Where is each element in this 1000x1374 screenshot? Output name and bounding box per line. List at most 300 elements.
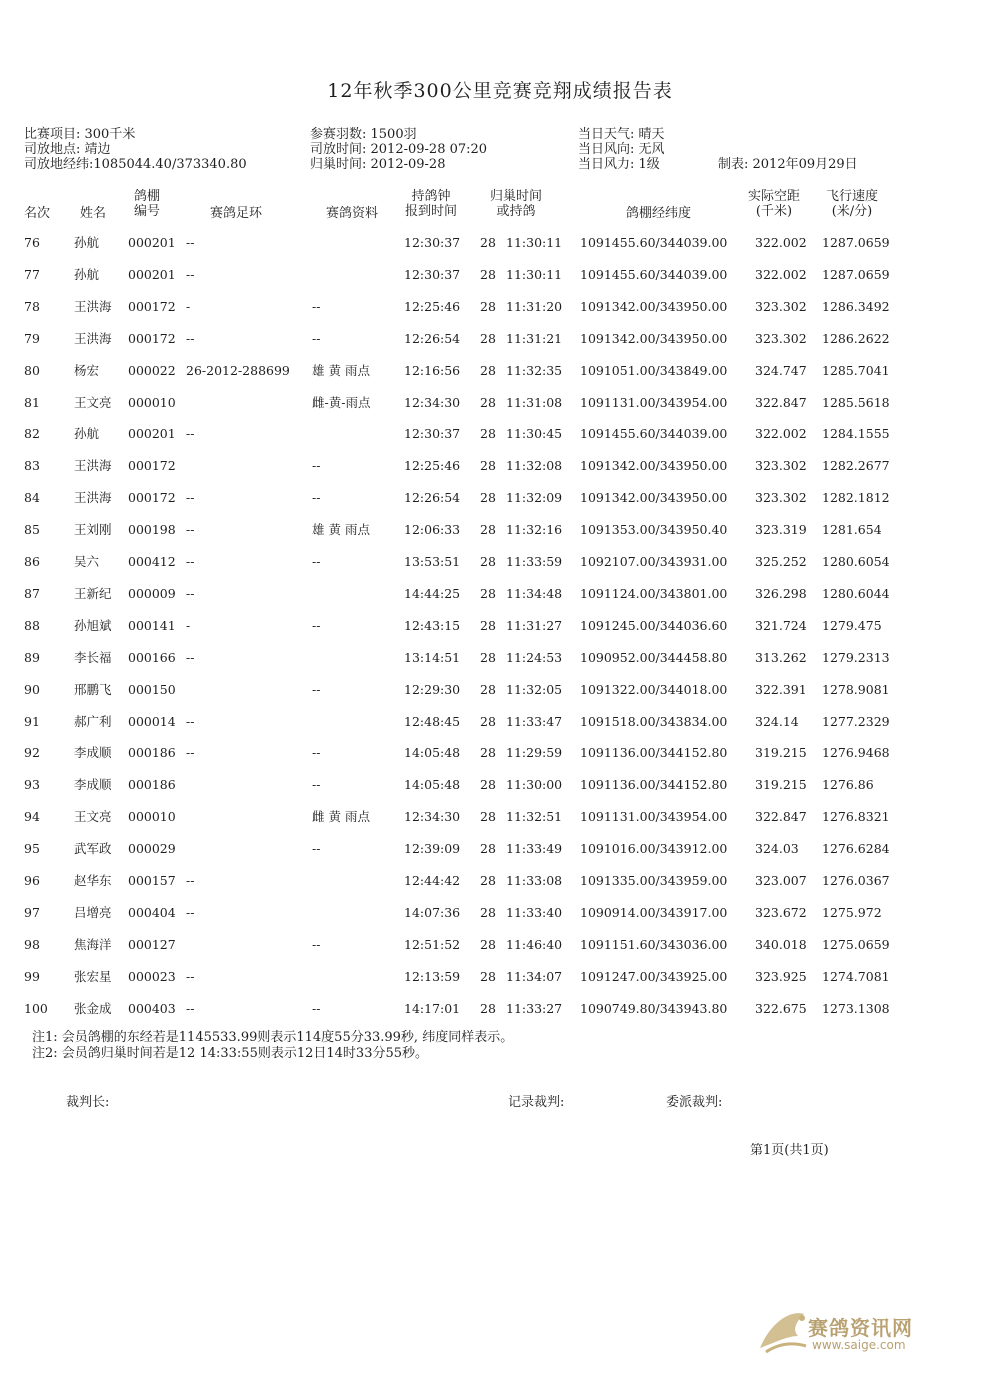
cell-name: 王文亮 xyxy=(74,809,112,825)
cell-day: 28 xyxy=(480,841,496,857)
cell-ring: -- xyxy=(186,713,195,729)
header-clock: 持鸽钟 报到时间 xyxy=(405,189,458,219)
cell-coord: 1091247.00/343925.00 xyxy=(580,968,728,984)
cell-dist: 322.002 xyxy=(755,235,807,250)
cell-clock: 14:05:48 xyxy=(404,777,461,793)
cell-speed: 1282.1812 xyxy=(822,490,890,506)
note-2: 注2: 会员鸽归巢时间若是12 14:33:55则表示12日14时33分55秒。 xyxy=(32,1046,429,1061)
cell-name: 邢鹏飞 xyxy=(74,681,112,697)
cell-loft: 000186 xyxy=(128,777,176,793)
cell-name: 孙航 xyxy=(74,266,100,282)
cell-speed: 1276.86 xyxy=(822,777,874,793)
table-row xyxy=(0,807,1000,827)
cell-dist: 326.298 xyxy=(755,585,807,601)
cell-info: -- xyxy=(312,841,321,857)
cell-coord: 1092107.00/343931.00 xyxy=(580,554,728,569)
meta-col-2 xyxy=(310,127,487,172)
cell-rank: 86 xyxy=(24,554,40,569)
sig-chief: 裁判长: xyxy=(66,1095,110,1110)
cell-day: 28 xyxy=(480,298,496,314)
cell-ret: 11:33:59 xyxy=(506,554,563,569)
cell-clock: 12:30:37 xyxy=(404,426,461,442)
cell-ret: 11:34:07 xyxy=(506,968,563,984)
cell-clock: 12:34:30 xyxy=(404,809,461,825)
cell-ret: 11:31:21 xyxy=(506,330,563,346)
page-info: 第1页(共1页) xyxy=(750,1143,829,1158)
cell-clock: 12:06:33 xyxy=(404,522,461,538)
cell-speed: 1274.7081 xyxy=(822,968,890,984)
cell-day: 28 xyxy=(480,394,496,410)
cell-speed: 1276.0367 xyxy=(822,873,890,888)
cell-coord: 1091322.00/344018.00 xyxy=(580,681,728,697)
cell-coord: 1091136.00/344152.80 xyxy=(580,777,728,793)
cell-ring: -- xyxy=(186,745,195,761)
cell-loft: 000023 xyxy=(128,968,176,984)
cell-info: -- xyxy=(312,936,321,952)
cell-name: 郝广利 xyxy=(74,713,112,729)
cell-ring: -- xyxy=(186,585,195,601)
cell-info: -- xyxy=(312,1000,321,1016)
meta-col-1 xyxy=(24,127,247,172)
cell-coord: 1091136.00/344152.80 xyxy=(580,745,728,761)
cell-clock: 12:30:37 xyxy=(404,266,461,282)
cell-clock: 12:39:09 xyxy=(404,841,461,857)
cell-name: 李成顺 xyxy=(74,745,112,761)
cell-name: 王洪海 xyxy=(74,458,112,474)
cell-name: 李长福 xyxy=(74,649,112,665)
cell-loft: 000201 xyxy=(128,266,176,282)
meta-entries: 参赛羽数: 1500羽 xyxy=(310,127,417,142)
cell-clock: 12:44:42 xyxy=(404,873,461,888)
cell-loft: 000172 xyxy=(128,458,176,474)
cell-dist: 324.747 xyxy=(755,362,807,378)
cell-day: 28 xyxy=(480,362,496,378)
table-row xyxy=(0,393,1000,413)
cell-ring: -- xyxy=(186,968,195,984)
cell-rank: 98 xyxy=(24,936,40,952)
cell-speed: 1273.1308 xyxy=(822,1000,890,1016)
cell-speed: 1286.3492 xyxy=(822,298,890,314)
cell-info: -- xyxy=(312,490,321,506)
cell-speed: 1280.6044 xyxy=(822,585,890,601)
cell-loft: 000404 xyxy=(128,904,176,920)
cell-info: -- xyxy=(312,554,321,569)
cell-coord: 1091455.60/344039.00 xyxy=(580,235,728,250)
cell-day: 28 xyxy=(480,426,496,442)
sig-recorder: 记录裁判: xyxy=(508,1095,565,1110)
cell-loft: 000166 xyxy=(128,649,176,665)
cell-name: 武军政 xyxy=(74,841,112,857)
cell-rank: 88 xyxy=(24,617,40,633)
cell-ret: 11:33:40 xyxy=(506,904,563,920)
cell-dist: 322.002 xyxy=(755,426,807,442)
cell-dist: 323.925 xyxy=(755,968,807,984)
cell-info: -- xyxy=(312,617,321,633)
cell-coord: 1091518.00/343834.00 xyxy=(580,713,728,729)
cell-coord: 1091342.00/343950.00 xyxy=(580,490,728,506)
cell-speed: 1276.9468 xyxy=(822,745,890,761)
cell-day: 28 xyxy=(480,745,496,761)
cell-ret: 11:33:27 xyxy=(506,1000,563,1016)
cell-ret: 11:32:51 xyxy=(506,809,563,825)
cell-info: 雌-黄-雨点 xyxy=(312,394,371,410)
header-return: 归巢时间 或持鸽 xyxy=(490,189,543,219)
cell-coord: 1091131.00/343954.00 xyxy=(580,394,728,410)
cell-speed: 1287.0659 xyxy=(822,266,890,282)
cell-dist: 324.03 xyxy=(755,841,799,857)
cell-ring: - xyxy=(186,617,191,633)
cell-day: 28 xyxy=(480,235,496,250)
cell-day: 28 xyxy=(480,554,496,569)
table-row xyxy=(0,584,1000,604)
cell-loft: 000022 xyxy=(128,362,176,378)
cell-rank: 90 xyxy=(24,681,40,697)
cell-ret: 11:30:45 xyxy=(506,426,563,442)
cell-day: 28 xyxy=(480,458,496,474)
cell-dist: 323.302 xyxy=(755,330,807,346)
cell-dist: 340.018 xyxy=(755,936,807,952)
table-row xyxy=(0,775,1000,795)
cell-loft: 000157 xyxy=(128,873,176,888)
cell-ret: 11:32:35 xyxy=(506,362,563,378)
header-speed: 飞行速度 (米/分) xyxy=(826,189,879,219)
cell-name: 王新纪 xyxy=(74,585,112,601)
cell-clock: 12:16:56 xyxy=(404,362,461,378)
cell-name: 吴六 xyxy=(74,554,100,569)
cell-coord: 1091151.60/343036.00 xyxy=(580,936,728,952)
cell-ret: 11:31:08 xyxy=(506,394,563,410)
cell-name: 赵华东 xyxy=(74,873,112,888)
table-row xyxy=(0,999,1000,1019)
cell-day: 28 xyxy=(480,681,496,697)
cell-ret: 11:33:08 xyxy=(506,873,563,888)
cell-day: 28 xyxy=(480,713,496,729)
meta-col-3 xyxy=(578,127,665,172)
cell-ret: 11:46:40 xyxy=(506,936,563,952)
cell-ret: 11:32:08 xyxy=(506,458,563,474)
meta-release-time: 司放时间: 2012-09-28 07:20 xyxy=(310,142,488,157)
cell-ring: -- xyxy=(186,649,195,665)
cell-clock: 12:29:30 xyxy=(404,681,461,697)
cell-ring: - xyxy=(186,298,191,314)
header-loft: 鸽棚 编号 xyxy=(134,189,161,219)
cell-day: 28 xyxy=(480,936,496,952)
cell-dist: 323.302 xyxy=(755,490,807,506)
table-row xyxy=(0,297,1000,317)
cell-name: 王洪海 xyxy=(74,298,112,314)
meta-weather: 当日天气: 晴天 xyxy=(578,127,665,142)
cell-day: 28 xyxy=(480,266,496,282)
table-row xyxy=(0,233,1000,253)
cell-ring: -- xyxy=(186,426,195,442)
cell-dist: 323.007 xyxy=(755,873,807,888)
cell-clock: 12:25:46 xyxy=(404,458,461,474)
cell-clock: 12:43:15 xyxy=(404,617,461,633)
cell-loft: 000127 xyxy=(128,936,176,952)
cell-day: 28 xyxy=(480,777,496,793)
cell-rank: 96 xyxy=(24,873,40,888)
cell-coord: 1090749.80/343943.80 xyxy=(580,1000,728,1016)
cell-speed: 1279.475 xyxy=(822,617,882,633)
header-ring: 赛鸽足环 xyxy=(210,206,263,221)
cell-coord: 1091124.00/343801.00 xyxy=(580,585,728,601)
cell-info: -- xyxy=(312,330,321,346)
cell-dist: 323.302 xyxy=(755,458,807,474)
cell-dist: 323.672 xyxy=(755,904,807,920)
cell-ret: 11:30:11 xyxy=(506,235,563,250)
table-row xyxy=(0,935,1000,955)
table-row xyxy=(0,456,1000,476)
cell-loft: 000029 xyxy=(128,841,176,857)
cell-dist: 313.262 xyxy=(755,649,807,665)
table-row xyxy=(0,871,1000,891)
cell-ring: -- xyxy=(186,904,195,920)
cell-speed: 1275.0659 xyxy=(822,936,890,952)
cell-clock: 14:07:36 xyxy=(404,904,461,920)
cell-speed: 1277.2329 xyxy=(822,713,890,729)
cell-name: 王洪海 xyxy=(74,330,112,346)
cell-ret: 11:31:20 xyxy=(506,298,563,314)
note-1: 注1: 会员鸽棚的东经若是1145533.99则表示114度55分33.99秒, 纬度同样表示。 xyxy=(32,1030,514,1045)
cell-info: -- xyxy=(312,777,321,793)
cell-dist: 319.215 xyxy=(755,777,807,793)
cell-speed: 1278.9081 xyxy=(822,681,890,697)
cell-ret: 11:32:09 xyxy=(506,490,563,506)
cell-speed: 1276.8321 xyxy=(822,809,890,825)
cell-dist: 323.319 xyxy=(755,522,807,538)
header-coord: 鸽棚经纬度 xyxy=(626,206,692,221)
cell-loft: 000010 xyxy=(128,394,176,410)
table-row xyxy=(0,424,1000,444)
cell-loft: 000186 xyxy=(128,745,176,761)
cell-loft: 000172 xyxy=(128,298,176,314)
cell-name: 焦海洋 xyxy=(74,936,112,952)
cell-loft: 000412 xyxy=(128,554,176,569)
cell-rank: 97 xyxy=(24,904,40,920)
cell-rank: 83 xyxy=(24,458,40,474)
cell-day: 28 xyxy=(480,809,496,825)
cell-name: 孙航 xyxy=(74,426,100,442)
cell-speed: 1282.2677 xyxy=(822,458,890,474)
cell-loft: 000201 xyxy=(128,426,176,442)
cell-speed: 1284.1555 xyxy=(822,426,890,442)
cell-day: 28 xyxy=(480,585,496,601)
cell-coord: 1091342.00/343950.00 xyxy=(580,458,728,474)
cell-coord: 1091342.00/343950.00 xyxy=(580,298,728,314)
cell-ret: 11:32:05 xyxy=(506,681,563,697)
cell-rank: 79 xyxy=(24,330,40,346)
cell-dist: 322.675 xyxy=(755,1000,807,1016)
cell-name: 王洪海 xyxy=(74,490,112,506)
cell-ring: -- xyxy=(186,490,195,506)
header-distance: 实际空距 (千米) xyxy=(748,189,801,219)
cell-coord: 1091455.60/344039.00 xyxy=(580,266,728,282)
cell-info: 雄 黄 雨点 xyxy=(312,522,370,538)
cell-ret: 11:29:59 xyxy=(506,745,563,761)
cell-info: 雌 黄 雨点 xyxy=(312,809,370,825)
cell-ret: 11:33:47 xyxy=(506,713,563,729)
cell-loft: 000201 xyxy=(128,235,176,250)
cell-ret: 11:30:00 xyxy=(506,777,563,793)
cell-coord: 1091245.00/344036.60 xyxy=(580,617,728,633)
cell-ring: -- xyxy=(186,266,195,282)
meta-made-date: 制表: 2012年09月29日 xyxy=(718,157,858,172)
cell-day: 28 xyxy=(480,330,496,346)
cell-speed: 1276.6284 xyxy=(822,841,890,857)
cell-loft: 000009 xyxy=(128,585,176,601)
cell-rank: 82 xyxy=(24,426,40,442)
cell-clock: 12:26:54 xyxy=(404,490,461,506)
cell-speed: 1281.654 xyxy=(822,522,882,538)
cell-day: 28 xyxy=(480,904,496,920)
cell-loft: 000172 xyxy=(128,330,176,346)
meta-wind-force: 当日风力: 1级 xyxy=(578,157,660,172)
cell-coord: 1091335.00/343959.00 xyxy=(580,873,728,888)
cell-ret: 11:24:53 xyxy=(506,649,563,665)
cell-loft: 000141 xyxy=(128,617,176,633)
cell-day: 28 xyxy=(480,1000,496,1016)
cell-ring: -- xyxy=(186,235,195,250)
cell-dist: 323.302 xyxy=(755,298,807,314)
header-rank: 名次 xyxy=(24,206,51,221)
cell-dist: 322.391 xyxy=(755,681,807,697)
cell-dist: 322.847 xyxy=(755,394,807,410)
cell-clock: 12:25:46 xyxy=(404,298,461,314)
cell-coord: 1091342.00/343950.00 xyxy=(580,330,728,346)
cell-clock: 13:14:51 xyxy=(404,649,461,665)
cell-rank: 84 xyxy=(24,490,40,506)
cell-clock: 14:17:01 xyxy=(404,1000,461,1016)
cell-loft: 000403 xyxy=(128,1000,176,1016)
cell-dist: 319.215 xyxy=(755,745,807,761)
cell-speed: 1285.5618 xyxy=(822,394,890,410)
cell-rank: 77 xyxy=(24,266,40,282)
cell-name: 王文亮 xyxy=(74,394,112,410)
cell-rank: 89 xyxy=(24,649,40,665)
cell-ring: 26-2012-288699 xyxy=(186,362,290,378)
cell-ring: -- xyxy=(186,554,195,569)
table-row xyxy=(0,648,1000,668)
cell-coord: 1091455.60/344039.00 xyxy=(580,426,728,442)
cell-clock: 12:26:54 xyxy=(404,330,461,346)
cell-speed: 1287.0659 xyxy=(822,235,890,250)
table-row xyxy=(0,839,1000,859)
cell-rank: 99 xyxy=(24,968,40,984)
cell-clock: 13:53:51 xyxy=(404,554,461,569)
cell-dist: 324.14 xyxy=(755,713,799,729)
cell-dist: 325.252 xyxy=(755,554,807,569)
cell-clock: 12:13:59 xyxy=(404,968,461,984)
cell-rank: 92 xyxy=(24,745,40,761)
cell-info: -- xyxy=(312,681,321,697)
cell-name: 张金成 xyxy=(74,1000,112,1016)
sig-delegate: 委派裁判: xyxy=(666,1095,723,1110)
table-row xyxy=(0,552,1000,572)
meta-wind-direction: 当日风向: 无风 xyxy=(578,142,665,157)
cell-rank: 94 xyxy=(24,809,40,825)
meta-return-date: 归巢时间: 2012-09-28 xyxy=(310,157,446,172)
cell-coord: 1091051.00/343849.00 xyxy=(580,362,728,378)
table-row xyxy=(0,616,1000,636)
cell-loft: 000150 xyxy=(128,681,176,697)
cell-name: 吕增亮 xyxy=(74,904,112,920)
table-row xyxy=(0,488,1000,508)
cell-day: 28 xyxy=(480,490,496,506)
cell-info: -- xyxy=(312,458,321,474)
cell-clock: 12:34:30 xyxy=(404,394,461,410)
cell-ring: -- xyxy=(186,330,195,346)
table-row xyxy=(0,903,1000,923)
cell-ring: -- xyxy=(186,522,195,538)
cell-rank: 87 xyxy=(24,585,40,601)
cell-name: 孙旭斌 xyxy=(74,617,112,633)
cell-dist: 321.724 xyxy=(755,617,807,633)
watermark-url: www.saige.com xyxy=(812,1338,906,1352)
cell-day: 28 xyxy=(480,522,496,538)
cell-coord: 1091353.00/343950.40 xyxy=(580,522,728,538)
cell-clock: 14:05:48 xyxy=(404,745,461,761)
cell-coord: 1090952.00/344458.80 xyxy=(580,649,728,665)
cell-coord: 1090914.00/343917.00 xyxy=(580,904,728,920)
cell-loft: 000010 xyxy=(128,809,176,825)
table-row xyxy=(0,743,1000,763)
cell-name: 王刘刚 xyxy=(74,522,112,538)
cell-loft: 000014 xyxy=(128,713,176,729)
meta-release-coords: 司放地经纬:1085044.40/373340.80 xyxy=(24,157,247,172)
header-name: 姓名 xyxy=(80,206,107,221)
cell-day: 28 xyxy=(480,649,496,665)
header-info: 赛鸽资料 xyxy=(326,206,379,221)
cell-day: 28 xyxy=(480,617,496,633)
cell-name: 李成顺 xyxy=(74,777,112,793)
cell-name: 杨宏 xyxy=(74,362,100,378)
table-row xyxy=(0,680,1000,700)
table-row xyxy=(0,712,1000,732)
report-title: 12年秋季300公里竞赛竞翔成绩报告表 xyxy=(327,80,673,102)
cell-speed: 1286.2622 xyxy=(822,330,890,346)
cell-ret: 11:30:11 xyxy=(506,266,563,282)
cell-rank: 81 xyxy=(24,394,40,410)
cell-coord: 1091131.00/343954.00 xyxy=(580,809,728,825)
cell-info: -- xyxy=(312,745,321,761)
cell-ret: 11:32:16 xyxy=(506,522,563,538)
cell-rank: 93 xyxy=(24,777,40,793)
cell-name: 张宏星 xyxy=(74,968,112,984)
meta-release-place: 司放地点: 靖边 xyxy=(24,142,111,157)
cell-ret: 11:31:27 xyxy=(506,617,563,633)
table-row xyxy=(0,329,1000,349)
cell-ring: -- xyxy=(186,873,195,888)
cell-ret: 11:33:49 xyxy=(506,841,563,857)
cell-dist: 322.002 xyxy=(755,266,807,282)
cell-info: -- xyxy=(312,298,321,314)
cell-rank: 80 xyxy=(24,362,40,378)
cell-rank: 91 xyxy=(24,713,40,729)
cell-loft: 000172 xyxy=(128,490,176,506)
cell-speed: 1279.2313 xyxy=(822,649,890,665)
cell-ret: 11:34:48 xyxy=(506,585,563,601)
watermark-name: 赛鸽资讯网 xyxy=(808,1316,913,1340)
table-row xyxy=(0,361,1000,381)
cell-speed: 1280.6054 xyxy=(822,554,890,569)
cell-coord: 1091016.00/343912.00 xyxy=(580,841,728,857)
cell-clock: 12:48:45 xyxy=(404,713,461,729)
table-row xyxy=(0,265,1000,285)
cell-rank: 100 xyxy=(24,1000,48,1016)
cell-day: 28 xyxy=(480,873,496,888)
cell-rank: 78 xyxy=(24,298,40,314)
cell-ring: -- xyxy=(186,1000,195,1016)
